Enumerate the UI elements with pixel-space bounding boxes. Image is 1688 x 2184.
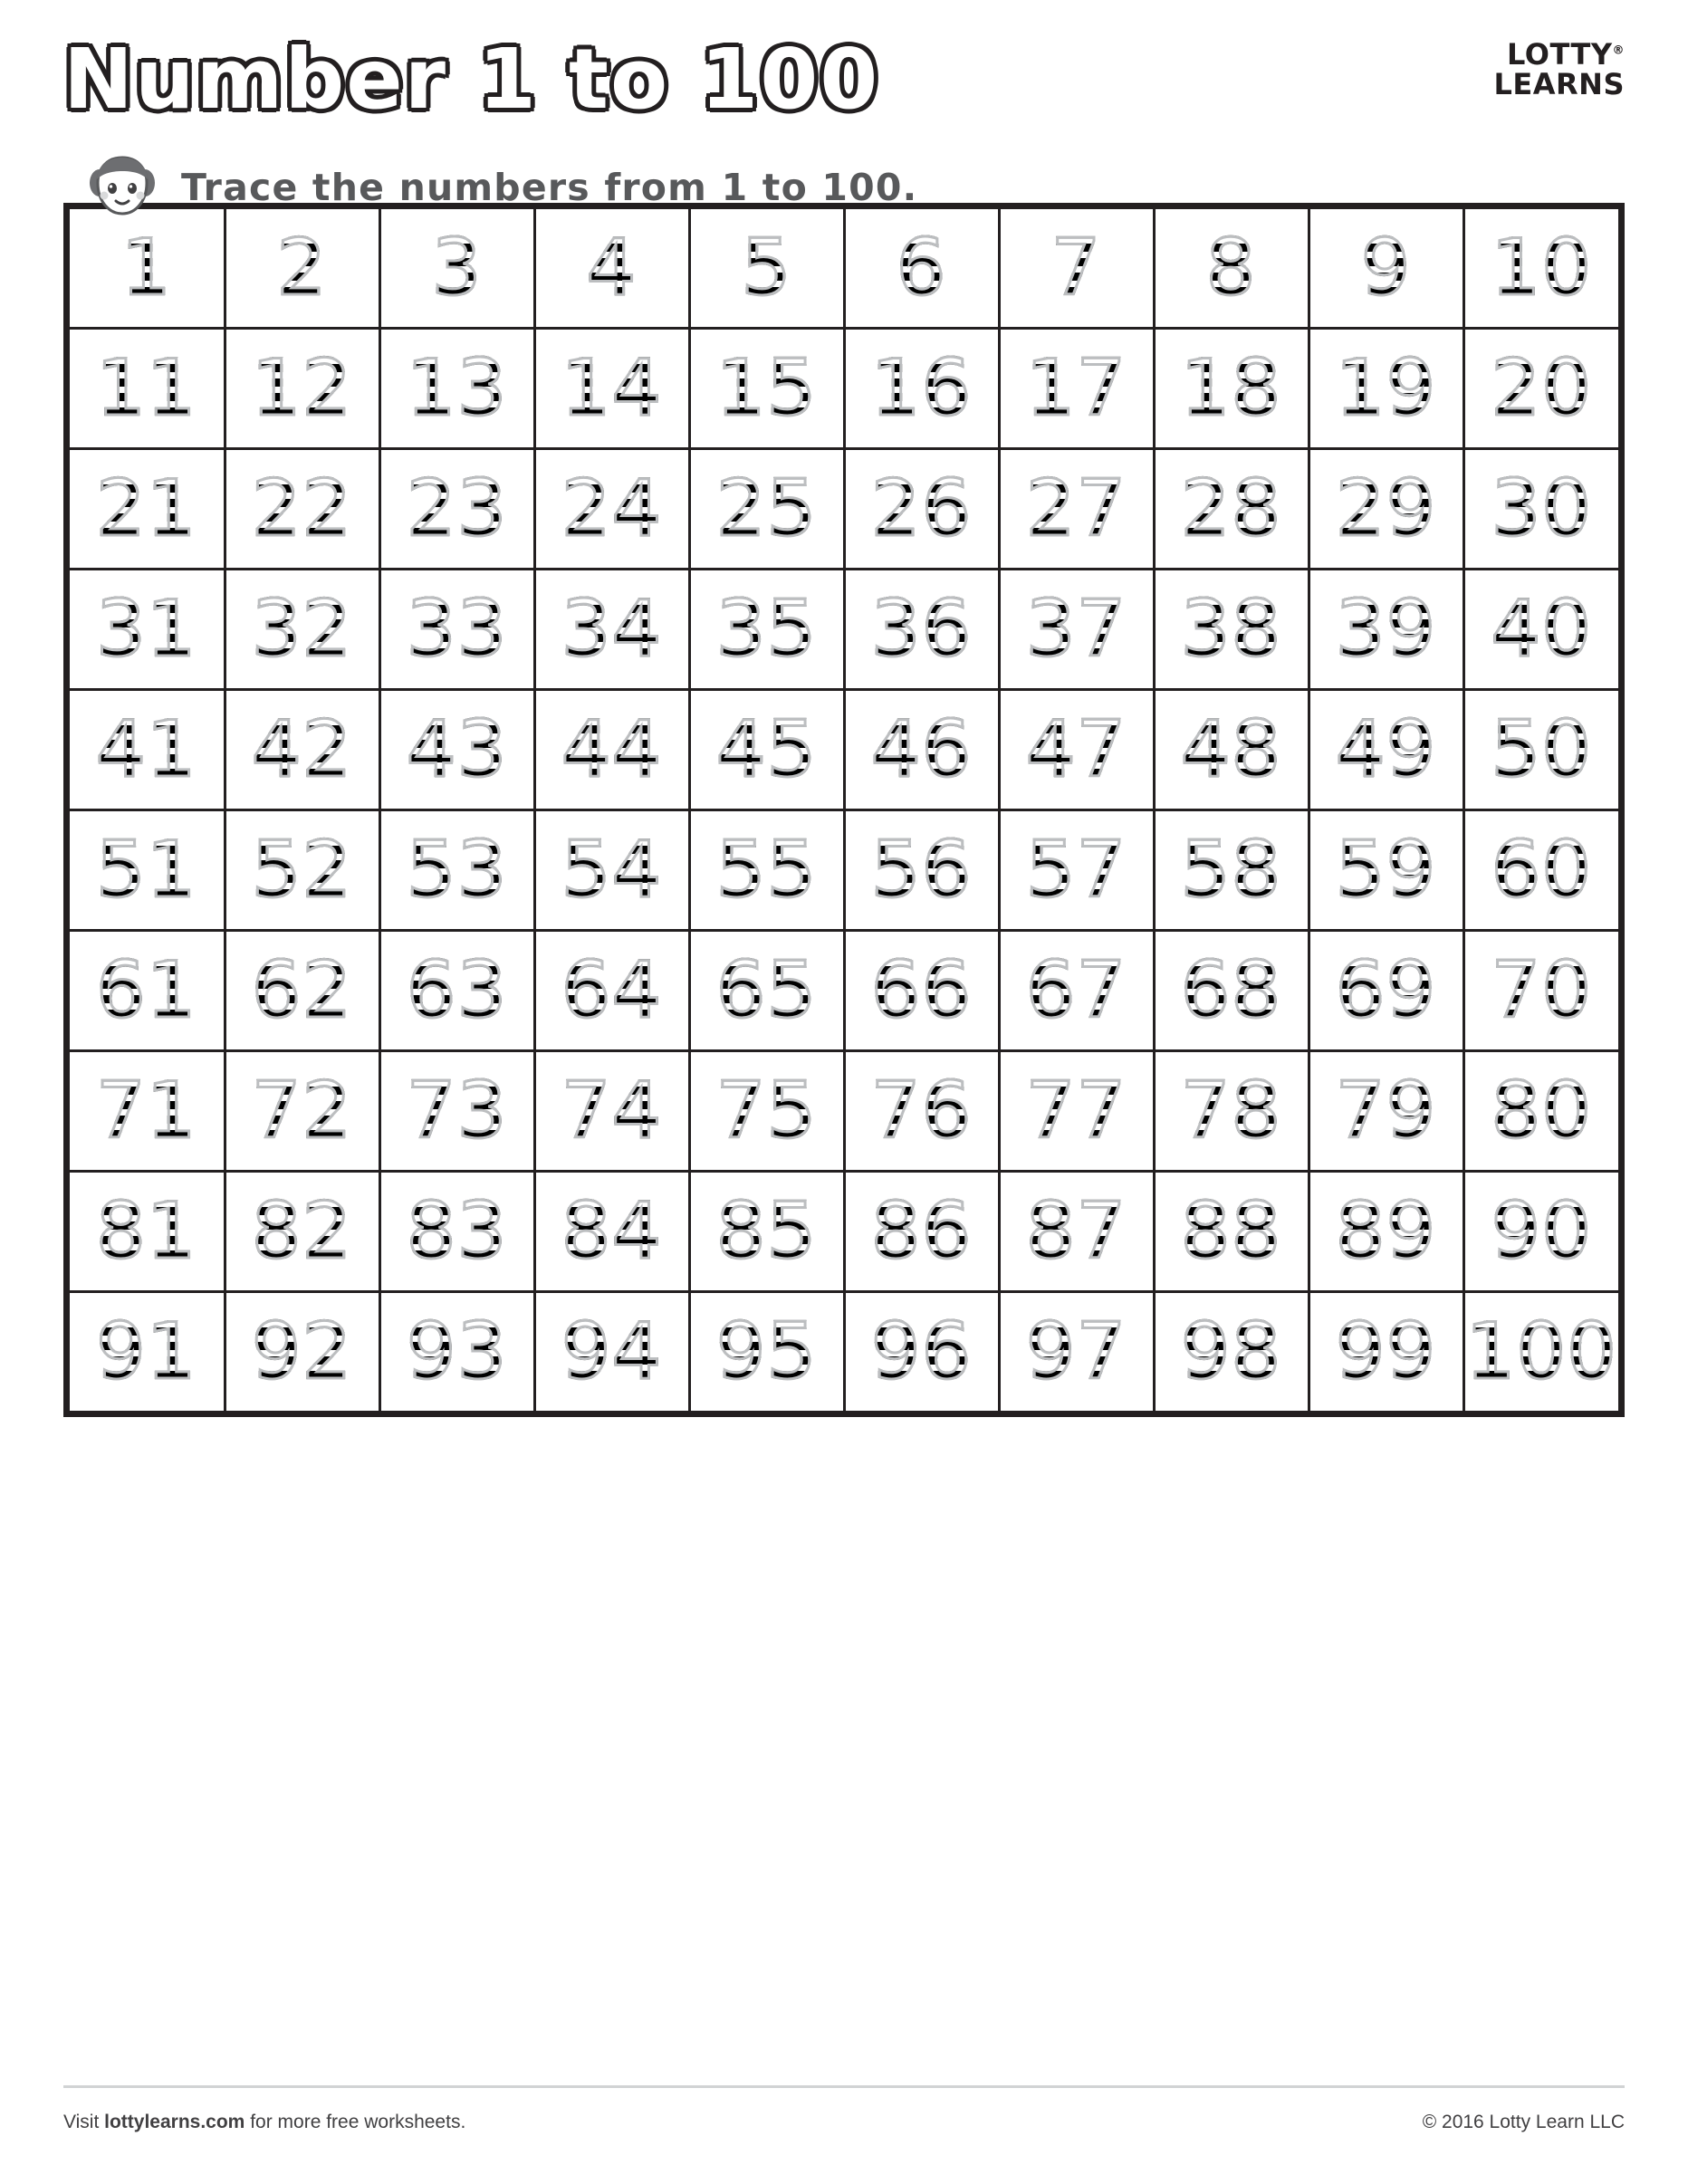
number-cell[interactable] bbox=[689, 931, 844, 1051]
trace-number: 32 bbox=[251, 584, 353, 675]
number-cell[interactable] bbox=[225, 1292, 379, 1412]
trace-number: 25 bbox=[715, 464, 818, 554]
number-cell[interactable] bbox=[1309, 209, 1463, 329]
number-cell[interactable] bbox=[379, 209, 534, 329]
table-row bbox=[70, 329, 1618, 449]
table-row bbox=[70, 1292, 1618, 1412]
trace-number: 9 bbox=[1360, 223, 1412, 313]
number-cell[interactable] bbox=[999, 1292, 1154, 1412]
trace-number: 54 bbox=[561, 825, 663, 915]
number-cell[interactable] bbox=[379, 1172, 534, 1292]
brand-line-1: LOTTY® bbox=[1506, 37, 1625, 72]
number-cell[interactable] bbox=[689, 1051, 844, 1172]
number-cell[interactable] bbox=[844, 931, 999, 1051]
number-cell[interactable] bbox=[70, 1051, 225, 1172]
trace-number: 77 bbox=[1025, 1066, 1127, 1156]
trace-number: 87 bbox=[1025, 1186, 1127, 1277]
trace-number: 52 bbox=[251, 825, 353, 915]
page-header bbox=[0, 0, 1688, 209]
number-cell[interactable] bbox=[379, 931, 534, 1051]
number-cell[interactable] bbox=[999, 1172, 1154, 1292]
trace-number: 69 bbox=[1335, 945, 1437, 1036]
trace-number: 21 bbox=[96, 464, 197, 554]
trace-number: 97 bbox=[1025, 1307, 1127, 1397]
trace-number: 75 bbox=[715, 1066, 818, 1156]
number-cell[interactable] bbox=[689, 329, 844, 449]
number-cell[interactable] bbox=[689, 209, 844, 329]
trace-number: 50 bbox=[1491, 704, 1592, 795]
number-cell[interactable] bbox=[689, 810, 844, 931]
number-cell[interactable] bbox=[844, 449, 999, 570]
trace-number: 93 bbox=[406, 1307, 508, 1397]
trace-number: 38 bbox=[1180, 584, 1282, 675]
number-cell[interactable] bbox=[689, 1172, 844, 1292]
trace-number: 53 bbox=[406, 825, 508, 915]
number-cell[interactable] bbox=[999, 449, 1154, 570]
number-cell[interactable] bbox=[1309, 931, 1463, 1051]
trace-number: 30 bbox=[1491, 464, 1592, 554]
number-cell[interactable] bbox=[534, 1172, 689, 1292]
trace-number: 68 bbox=[1180, 945, 1282, 1036]
number-cell[interactable] bbox=[1463, 449, 1618, 570]
number-cell[interactable] bbox=[1463, 1292, 1618, 1412]
number-cell[interactable] bbox=[534, 329, 689, 449]
trace-number: 67 bbox=[1025, 945, 1127, 1036]
number-cell[interactable] bbox=[379, 449, 534, 570]
instruction-text: Trace the numbers from 1 to 100. bbox=[181, 166, 918, 209]
number-cell[interactable] bbox=[1463, 931, 1618, 1051]
table-row bbox=[70, 209, 1618, 329]
number-cell[interactable] bbox=[1154, 690, 1309, 810]
number-cell[interactable] bbox=[844, 1292, 999, 1412]
trace-number: 89 bbox=[1335, 1186, 1437, 1277]
number-cell[interactable] bbox=[844, 570, 999, 690]
number-cell[interactable] bbox=[844, 690, 999, 810]
table-row bbox=[70, 449, 1618, 570]
trace-number: 12 bbox=[251, 343, 353, 434]
trace-number: 19 bbox=[1335, 343, 1437, 434]
trace-number: 2 bbox=[276, 223, 328, 313]
number-cell[interactable] bbox=[1463, 810, 1618, 931]
trace-number: 85 bbox=[715, 1186, 818, 1277]
number-cell[interactable] bbox=[1154, 1051, 1309, 1172]
number-cell[interactable] bbox=[1463, 1051, 1618, 1172]
trace-number: 82 bbox=[251, 1186, 353, 1277]
trace-number: 60 bbox=[1491, 825, 1592, 915]
table-row bbox=[70, 810, 1618, 931]
number-cell[interactable] bbox=[534, 209, 689, 329]
number-cell[interactable] bbox=[534, 931, 689, 1051]
trace-number: 83 bbox=[406, 1186, 508, 1277]
number-cell[interactable] bbox=[379, 570, 534, 690]
trace-number: 94 bbox=[561, 1307, 663, 1397]
number-cell[interactable] bbox=[379, 690, 534, 810]
number-cell[interactable] bbox=[1154, 931, 1309, 1051]
trace-number: 66 bbox=[870, 945, 973, 1036]
trace-number: 34 bbox=[561, 584, 663, 675]
trace-number: 70 bbox=[1491, 945, 1592, 1036]
trace-number: 49 bbox=[1335, 704, 1437, 795]
number-cell[interactable] bbox=[1309, 810, 1463, 931]
number-cell[interactable] bbox=[1154, 1292, 1309, 1412]
table-row bbox=[70, 570, 1618, 690]
number-cell[interactable] bbox=[225, 449, 379, 570]
trace-number: 65 bbox=[715, 945, 818, 1036]
number-cell[interactable] bbox=[379, 329, 534, 449]
trace-number: 16 bbox=[870, 343, 973, 434]
trace-number: 18 bbox=[1180, 343, 1282, 434]
trace-number: 1 bbox=[120, 223, 172, 313]
number-cell[interactable] bbox=[1463, 329, 1618, 449]
trace-number: 48 bbox=[1180, 704, 1282, 795]
trace-number: 27 bbox=[1025, 464, 1127, 554]
number-cell[interactable] bbox=[534, 810, 689, 931]
trace-number: 36 bbox=[870, 584, 973, 675]
number-cell[interactable] bbox=[70, 690, 225, 810]
trace-number: 7 bbox=[1050, 223, 1102, 313]
number-cell[interactable] bbox=[999, 1051, 1154, 1172]
trace-number: 96 bbox=[870, 1307, 973, 1397]
number-cell[interactable] bbox=[1154, 449, 1309, 570]
number-cell[interactable] bbox=[1309, 329, 1463, 449]
number-grid bbox=[63, 203, 1625, 1417]
number-table-body bbox=[70, 209, 1618, 1411]
trace-number: 37 bbox=[1025, 584, 1127, 675]
trace-number: 55 bbox=[715, 825, 818, 915]
number-cell[interactable] bbox=[844, 810, 999, 931]
number-cell[interactable] bbox=[70, 1292, 225, 1412]
trace-number: 72 bbox=[251, 1066, 353, 1156]
number-cell[interactable] bbox=[534, 1051, 689, 1172]
number-cell[interactable] bbox=[1154, 570, 1309, 690]
trace-number: 31 bbox=[96, 584, 197, 675]
trace-number: 74 bbox=[561, 1066, 663, 1156]
number-cell[interactable] bbox=[1154, 209, 1309, 329]
number-cell[interactable] bbox=[534, 1292, 689, 1412]
trace-number: 23 bbox=[406, 464, 508, 554]
number-cell[interactable] bbox=[70, 449, 225, 570]
trace-number: 6 bbox=[896, 223, 947, 313]
trace-number: 64 bbox=[561, 945, 663, 1036]
number-cell[interactable] bbox=[999, 329, 1154, 449]
number-cell[interactable] bbox=[225, 810, 379, 931]
number-cell[interactable] bbox=[1463, 1172, 1618, 1292]
trace-number: 11 bbox=[96, 343, 197, 434]
number-cell[interactable] bbox=[70, 1172, 225, 1292]
number-cell[interactable] bbox=[1309, 570, 1463, 690]
number-table bbox=[70, 209, 1618, 1411]
brand-line-2: LEARNS bbox=[1493, 66, 1625, 101]
number-cell[interactable] bbox=[1463, 690, 1618, 810]
trace-number: 22 bbox=[251, 464, 353, 554]
number-cell[interactable] bbox=[844, 1172, 999, 1292]
trace-number: 88 bbox=[1180, 1186, 1282, 1277]
trace-number: 5 bbox=[741, 223, 792, 313]
trace-number: 92 bbox=[251, 1307, 353, 1397]
trace-number: 13 bbox=[406, 343, 508, 434]
trace-number: 17 bbox=[1025, 343, 1127, 434]
number-cell[interactable] bbox=[70, 209, 225, 329]
trace-number: 14 bbox=[561, 343, 663, 434]
trace-number: 40 bbox=[1491, 584, 1592, 675]
number-cell[interactable] bbox=[999, 570, 1154, 690]
table-row bbox=[70, 1172, 1618, 1292]
number-cell[interactable] bbox=[1463, 209, 1618, 329]
trace-number: 10 bbox=[1491, 223, 1592, 313]
number-cell[interactable] bbox=[1309, 1051, 1463, 1172]
number-cell[interactable] bbox=[379, 810, 534, 931]
trace-number: 57 bbox=[1025, 825, 1127, 915]
number-cell[interactable] bbox=[1154, 1172, 1309, 1292]
trace-number: 63 bbox=[406, 945, 508, 1036]
number-cell[interactable] bbox=[999, 209, 1154, 329]
number-cell[interactable] bbox=[1309, 690, 1463, 810]
footer-visit-suffix: for more free worksheets. bbox=[245, 2112, 466, 2132]
trace-number: 51 bbox=[96, 825, 197, 915]
trace-number: 43 bbox=[406, 704, 508, 795]
trace-number: 98 bbox=[1180, 1307, 1282, 1397]
number-cell[interactable] bbox=[999, 810, 1154, 931]
trace-number: 26 bbox=[870, 464, 973, 554]
page-title: Number 1 to 100 bbox=[63, 31, 880, 128]
trace-number: 99 bbox=[1335, 1307, 1437, 1397]
number-cell[interactable] bbox=[844, 209, 999, 329]
number-cell[interactable] bbox=[225, 570, 379, 690]
trace-number: 29 bbox=[1335, 464, 1437, 554]
number-cell[interactable] bbox=[1309, 1292, 1463, 1412]
number-cell[interactable] bbox=[70, 329, 225, 449]
number-cell[interactable] bbox=[1309, 449, 1463, 570]
table-row bbox=[70, 690, 1618, 810]
number-cell[interactable] bbox=[534, 449, 689, 570]
trace-number: 8 bbox=[1205, 223, 1257, 313]
number-cell[interactable] bbox=[225, 329, 379, 449]
number-cell[interactable] bbox=[225, 1172, 379, 1292]
page-footer bbox=[63, 2085, 1625, 2133]
number-cell[interactable] bbox=[1154, 810, 1309, 931]
trace-number: 84 bbox=[561, 1186, 663, 1277]
trace-number: 41 bbox=[96, 704, 197, 795]
trace-number: 42 bbox=[251, 704, 353, 795]
number-cell[interactable] bbox=[534, 570, 689, 690]
number-cell[interactable] bbox=[689, 570, 844, 690]
trace-number: 73 bbox=[406, 1066, 508, 1156]
footer-visit-prefix: Visit bbox=[63, 2112, 105, 2132]
instruction-row bbox=[63, 152, 1625, 223]
girl-face-icon bbox=[87, 152, 158, 223]
number-cell[interactable] bbox=[999, 690, 1154, 810]
number-cell[interactable] bbox=[1463, 570, 1618, 690]
trace-number: 95 bbox=[715, 1307, 818, 1397]
number-cell[interactable] bbox=[225, 690, 379, 810]
trace-number: 78 bbox=[1180, 1066, 1282, 1156]
number-cell[interactable] bbox=[379, 1292, 534, 1412]
trace-number: 44 bbox=[561, 704, 663, 795]
trace-number: 56 bbox=[870, 825, 973, 915]
trace-number: 46 bbox=[870, 704, 973, 795]
number-cell[interactable] bbox=[225, 209, 379, 329]
number-cell[interactable] bbox=[225, 1051, 379, 1172]
trace-number: 28 bbox=[1180, 464, 1282, 554]
trace-number: 59 bbox=[1335, 825, 1437, 915]
trace-number: 24 bbox=[561, 464, 663, 554]
number-cell[interactable] bbox=[70, 931, 225, 1051]
number-cell[interactable] bbox=[689, 690, 844, 810]
number-cell[interactable] bbox=[999, 931, 1154, 1051]
table-row bbox=[70, 1051, 1618, 1172]
table-row bbox=[70, 931, 1618, 1051]
trace-number: 61 bbox=[96, 945, 197, 1036]
footer-site-link[interactable]: lottylearns.com bbox=[104, 2112, 245, 2132]
number-cell[interactable] bbox=[844, 1051, 999, 1172]
trace-number: 39 bbox=[1335, 584, 1437, 675]
trace-number: 45 bbox=[715, 704, 818, 795]
number-cell[interactable] bbox=[534, 690, 689, 810]
trace-number: 86 bbox=[870, 1186, 973, 1277]
trace-number: 47 bbox=[1025, 704, 1127, 795]
footer-visit-text bbox=[63, 2112, 465, 2133]
trace-number: 80 bbox=[1491, 1066, 1592, 1156]
number-cell[interactable] bbox=[689, 1292, 844, 1412]
trace-number: 90 bbox=[1491, 1186, 1592, 1277]
trace-number: 58 bbox=[1180, 825, 1282, 915]
number-cell[interactable] bbox=[225, 931, 379, 1051]
trace-number: 3 bbox=[431, 223, 483, 313]
trace-number: 79 bbox=[1335, 1066, 1437, 1156]
trace-number: 91 bbox=[96, 1307, 197, 1397]
brand-logo bbox=[1493, 37, 1625, 101]
trace-number: 100 bbox=[1465, 1307, 1617, 1397]
number-cell[interactable] bbox=[844, 329, 999, 449]
trace-number: 15 bbox=[715, 343, 818, 434]
registered-mark: ® bbox=[1612, 43, 1625, 58]
trace-number: 35 bbox=[715, 584, 818, 675]
trace-number: 4 bbox=[586, 223, 638, 313]
footer-copyright: © 2016 Lotty Learn LLC bbox=[1422, 2112, 1625, 2132]
trace-number: 33 bbox=[406, 584, 508, 675]
number-cell[interactable] bbox=[689, 449, 844, 570]
trace-number: 62 bbox=[251, 945, 353, 1036]
number-cell[interactable] bbox=[70, 570, 225, 690]
trace-number: 81 bbox=[96, 1186, 197, 1277]
trace-number: 71 bbox=[96, 1066, 197, 1156]
number-cell[interactable] bbox=[70, 810, 225, 931]
number-cell[interactable] bbox=[379, 1051, 534, 1172]
number-cell[interactable] bbox=[1154, 329, 1309, 449]
trace-number: 20 bbox=[1491, 343, 1592, 434]
trace-number: 76 bbox=[870, 1066, 973, 1156]
number-cell[interactable] bbox=[1309, 1172, 1463, 1292]
